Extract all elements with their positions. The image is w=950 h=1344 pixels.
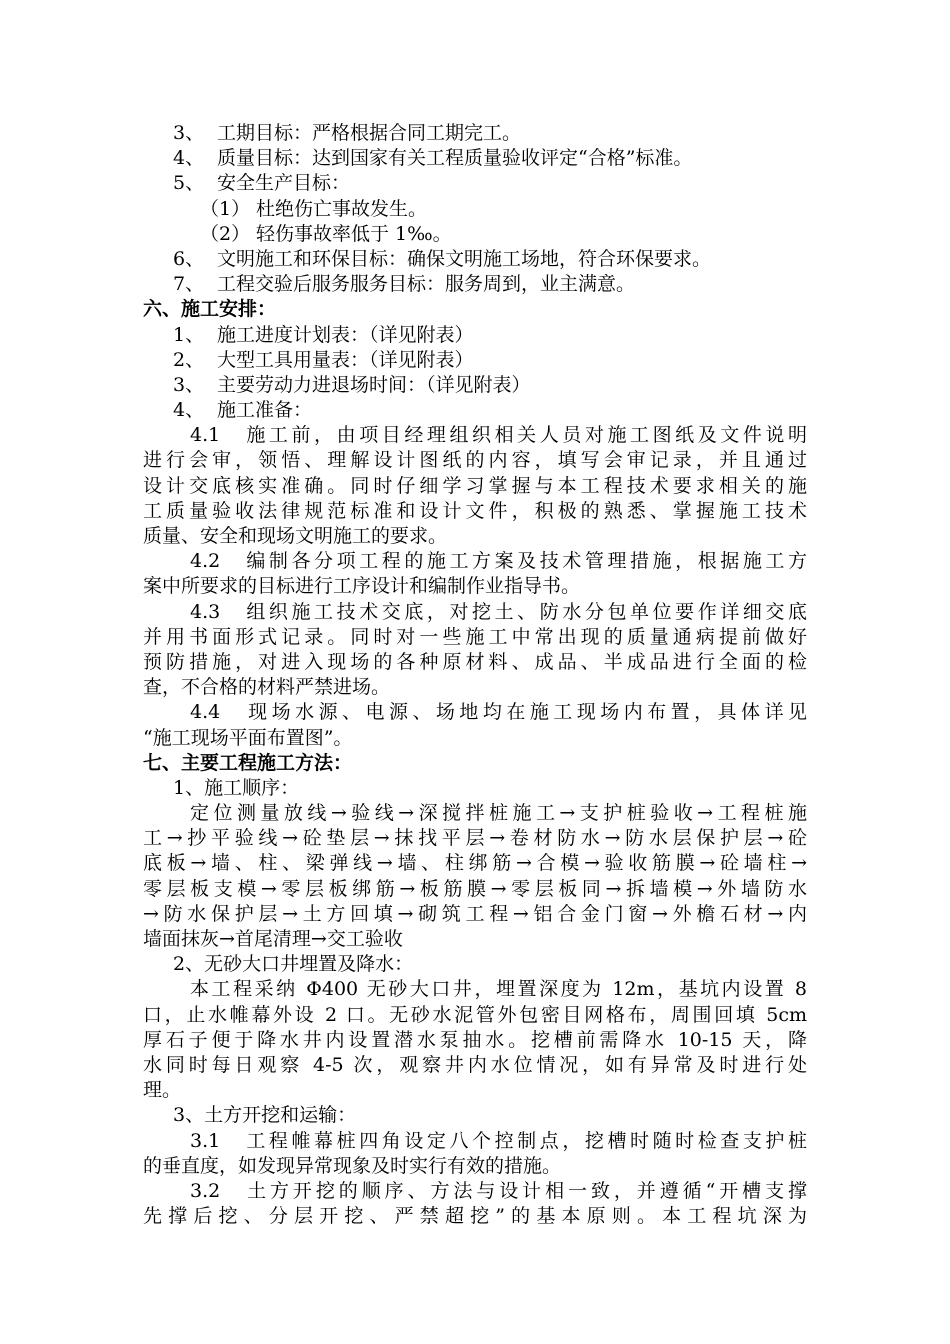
- sequence-line: →防水保护层→土方回填→砌筑工程→铝合金门窗→外檐石材→内: [143, 902, 807, 925]
- schedule-number: 4、: [173, 399, 205, 422]
- paragraph-line: 预防措施，对进入现场的各种原材料、成品、半成品进行全面的检: [143, 650, 807, 673]
- paragraph-line: 案中所要求的目标进行工序设计和编制作业指导书。: [143, 575, 581, 598]
- goal-number: 7、: [173, 273, 205, 296]
- goal-text: 文明施工和环保目标：确保文明施工场地，符合环保要求。: [217, 247, 712, 270]
- safety-sub-item: [143, 197, 807, 222]
- schedule-text: 主要劳动力进退场时间：（详见附表）: [217, 373, 531, 396]
- sequence-line: 零层板支模→零层板绑筋→板筋膜→零层板同→拆墙模→外墙防水: [143, 877, 807, 900]
- paragraph-line: 水同时每日观察 4-5 次，观察井内水位情况，如有异常及时进行处: [143, 1053, 807, 1076]
- paragraph-line: 3.2 土方开挖的顺序、方法与设计相一致，并遵循“开槽支撑: [190, 1179, 807, 1202]
- goal-text: 质量目标：达到国家有关工程质量验收评定“合格”标准。: [217, 147, 693, 170]
- paragraph-line: 口，止水帷幕外设 2 口。无砂水泥管外包密目网格布，周围回填 5cm: [143, 1003, 807, 1026]
- document-page: [143, 121, 807, 1229]
- paragraph-line: 4.1 施工前，由项目经理组织相关人员对施工图纸及文件说明: [190, 424, 807, 447]
- safety-sub-text: 杜绝伤亡事故发生。: [256, 197, 428, 220]
- paragraph-line: 4.3 组织施工技术交底，对挖土、防水分包单位要作详细交底: [190, 600, 807, 623]
- paragraph-line: 查，不合格的材料严禁进场。: [143, 676, 391, 699]
- paragraph-line: 质量、安全和现场文明施工的要求。: [143, 525, 448, 547]
- goal-item: [143, 146, 807, 171]
- paragraph-line: 并用书面形式记录。同时对一些施工中常出现的质量通病提前做好: [143, 625, 807, 648]
- paragraph-line: 的垂直度，如发现异常现象及时实行有效的措施。: [143, 1154, 562, 1177]
- safety-sub-number: （1）: [200, 197, 251, 220]
- goal-text: 工程交验后服务服务目标：服务周到，业主满意。: [217, 273, 636, 296]
- schedule-item: [143, 323, 807, 348]
- goal-number: 5、: [173, 172, 205, 195]
- safety-sub-item: [143, 222, 807, 247]
- goal-item: [143, 247, 807, 272]
- schedule-number: 3、: [173, 373, 205, 396]
- paragraph-line: 设计交底核实准确。同时仔细学习掌握与本工程技术要求相关的施: [143, 474, 807, 497]
- goal-number: 4、: [173, 147, 205, 170]
- paragraph-line: 4.4 现场水源、电源、场地均在施工现场内布置，具体详见: [190, 701, 807, 724]
- goal-item: [143, 171, 807, 196]
- sequence-line: 定位测量放线→验线→深搅拌桩施工→支护桩验收→工程桩施: [190, 802, 807, 825]
- goal-text: 工期目标：严格根据合同工期完工。: [217, 122, 522, 144]
- goal-number: 3、: [173, 122, 205, 144]
- section-heading: 六、施工安排：: [143, 298, 277, 321]
- sequence-line: 工→抄平验线→砼垫层→抹找平层→卷材防水→防水层保护层→砼: [143, 827, 807, 850]
- schedule-item: [143, 373, 807, 398]
- subsection-heading: 1、施工顺序：: [173, 776, 300, 799]
- schedule-text: 施工准备：: [217, 399, 313, 422]
- paragraph-line: 进行会审，领悟、理解设计图纸的内容，填写会审记录，并且通过: [143, 449, 807, 472]
- paragraph-line: 3.1 工程帷幕桩四角设定八个控制点，挖槽时随时检查支护桩: [190, 1129, 807, 1152]
- paragraph-line: 4.2 编制各分项工程的施工方案及技术管理措施，根据施工方: [190, 550, 807, 573]
- schedule-number: 1、: [173, 323, 205, 346]
- goal-item: [143, 272, 807, 297]
- schedule-item: [143, 398, 807, 423]
- sequence-line: 底板→墙、柱、梁弹线→墙、柱绑筋→合模→验收筋膜→砼墙柱→: [143, 852, 807, 875]
- paragraph-line: 厚石子便于降水井内设置潜水泵抽水。挖槽前需降水 10-15 天，降: [143, 1028, 807, 1051]
- section-heading: 七、主要工程施工方法：: [143, 751, 353, 774]
- schedule-number: 2、: [173, 348, 205, 371]
- schedule-item: [143, 348, 807, 373]
- subsection-heading: 2、无砂大口井埋置及降水：: [173, 953, 414, 976]
- paragraph-line: 本工程采纳 Φ400 无砂大口井，埋置深度为 12m，基坑内设置 8: [190, 978, 807, 1001]
- goal-text: 安全生产目标：: [217, 172, 351, 195]
- paragraph-line: 先撑后挖、分层开挖、严禁超挖”的基本原则。本工程坑深为: [143, 1205, 807, 1228]
- goal-number: 6、: [173, 247, 205, 270]
- safety-sub-text: 轻伤事故率低于 1‰。: [256, 222, 452, 245]
- sequence-line: 墙面抹灰→首尾清理→交工验收: [143, 928, 403, 950]
- subsection-heading: 3、土方开挖和运输：: [173, 1104, 357, 1127]
- schedule-text: 大型工具用量表：（详见附表）: [217, 348, 474, 371]
- schedule-text: 施工进度计划表：（详见附表）: [217, 323, 474, 346]
- paragraph-line: “施工现场平面布置图”。: [143, 726, 353, 749]
- goal-item: [143, 121, 807, 146]
- paragraph-line: 工质量验收法律规范标准和设计文件，积极的熟悉、掌握施工技术: [143, 499, 807, 522]
- paragraph-line: 理。: [143, 1079, 182, 1102]
- safety-sub-number: （2）: [200, 222, 251, 245]
